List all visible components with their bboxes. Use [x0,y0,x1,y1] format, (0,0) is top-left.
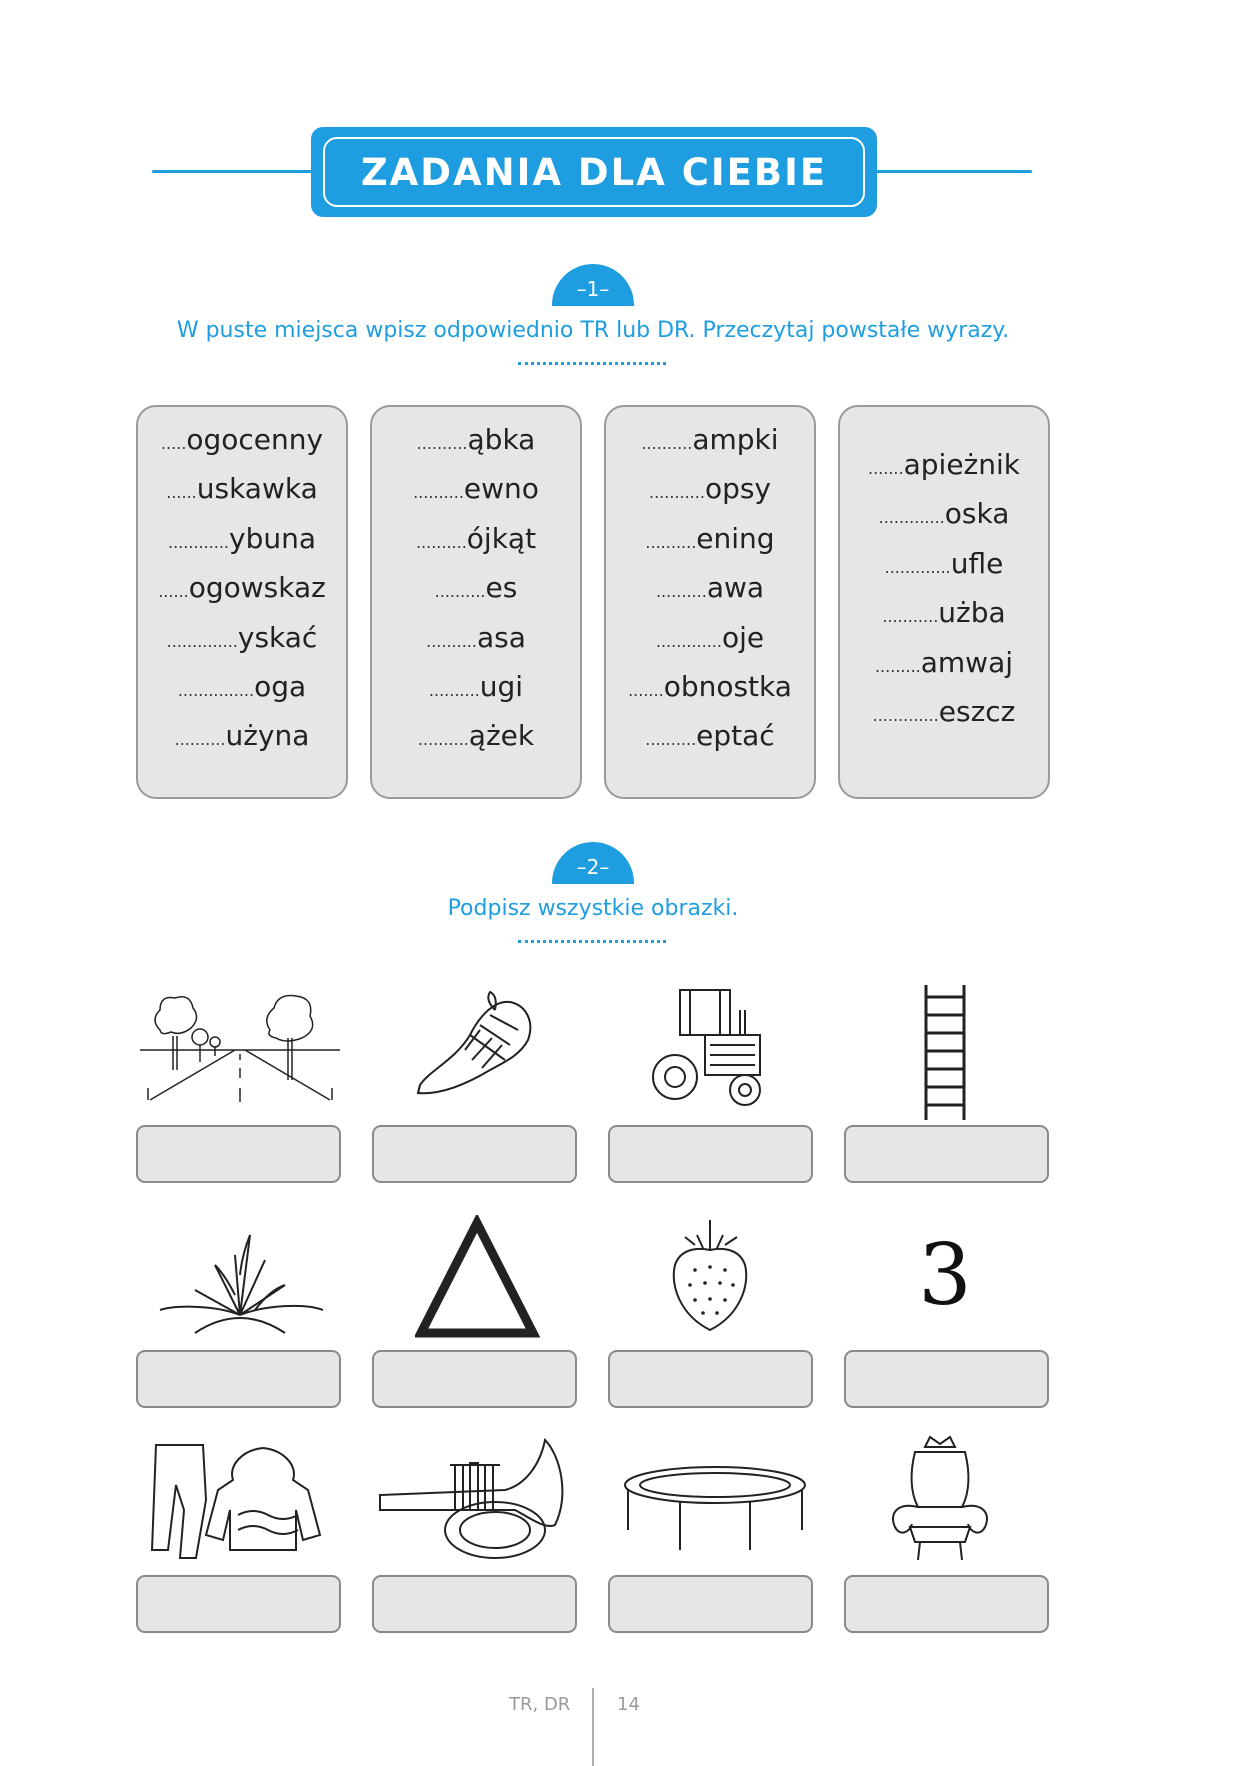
blank-field[interactable]: .......... [413,483,464,503]
blank-field[interactable]: .......... [417,730,469,750]
word-item[interactable] [606,613,814,662]
shoe-icon [410,990,540,1105]
word-fragment: amwaj [920,645,1014,679]
clothes-icon [148,1440,328,1565]
road-icon [140,990,340,1115]
word-fragment: awa [706,571,765,605]
grass-icon [155,1215,325,1340]
word-fragment: ampki [692,423,779,456]
page-title: ZADANIA DLA CIEBIE [360,151,828,194]
word-fragment: oje [721,620,765,654]
throne-icon [880,1432,1000,1562]
answer-box[interactable] [136,1575,341,1633]
word-fragment: asa [476,620,526,654]
blank-field[interactable]: ............. [872,705,939,725]
blank-field[interactable]: .......... [434,582,486,602]
number-three-icon: 3 [918,1226,972,1324]
answer-box[interactable] [844,1575,1049,1633]
word-list-4 [840,440,1048,736]
blank-field[interactable]: ........... [648,483,705,503]
word-item[interactable] [840,489,1048,538]
blank-field[interactable]: .............. [166,631,238,651]
word-item[interactable] [606,464,814,513]
task-1-instruction: W puste miejsca wpisz odpowiednio TR lub DR. Przeczytaj powstałe wyrazy. [176,318,1010,343]
word-item[interactable] [138,415,346,464]
word-box-3 [604,405,816,799]
banner-line-left [152,170,312,173]
trumpet-icon [375,1435,570,1565]
footer-section: TR, DR [509,1694,571,1715]
word-item[interactable] [138,711,346,760]
word-fragment: ążek [468,719,535,753]
word-fragment: użyna [225,719,310,753]
blank-field[interactable]: ....... [868,459,904,478]
footer-divider [592,1688,594,1766]
word-list-3 [606,415,814,761]
word-fragment: ogocenny [186,423,324,456]
word-fragment: ufle [950,546,1004,580]
word-fragment: ogowskaz [188,571,326,605]
answer-box[interactable] [844,1125,1049,1183]
word-fragment: ąbka [467,423,536,456]
answer-box[interactable] [136,1350,341,1408]
word-fragment: es [485,571,518,605]
answer-box[interactable] [372,1575,577,1633]
word-item[interactable] [606,711,814,760]
task-2-instruction: Podpisz wszystkie obrazki. [447,896,739,921]
word-item[interactable] [606,662,814,711]
trampoline-icon [620,1460,810,1555]
word-fragment: eptać [696,719,775,753]
task-1-dots [518,362,666,365]
blank-field[interactable]: ............. [884,557,951,577]
blank-field[interactable]: .......... [641,434,693,453]
task-2-number: –2– [552,842,634,884]
answer-box[interactable] [372,1125,577,1183]
word-item[interactable] [840,440,1048,489]
word-fragment: ójkąt [466,521,537,555]
word-fragment: ugi [479,669,524,703]
word-item[interactable] [138,563,346,612]
blank-field[interactable]: ............. [655,631,722,651]
banner-line-right [876,170,1032,173]
word-item[interactable] [840,687,1048,736]
answer-box[interactable] [136,1125,341,1183]
word-fragment: obnostka [663,669,792,703]
blank-field[interactable]: ............ [167,532,230,552]
word-item[interactable] [138,514,346,563]
word-fragment: yskać [237,620,318,654]
blank-field[interactable]: ..... [160,434,187,453]
word-item[interactable] [372,514,580,563]
word-fragment: oga [254,669,307,703]
word-list-1 [138,415,346,761]
triangle-icon [415,1215,540,1340]
word-item[interactable] [138,662,346,711]
word-fragment: uskawka [196,472,318,506]
word-item[interactable] [372,711,580,760]
word-box-2 [370,405,582,799]
blank-field[interactable]: .......... [426,631,477,651]
word-list-2 [372,415,580,761]
blank-field[interactable]: .......... [645,532,697,552]
word-item[interactable] [138,464,346,513]
blank-field[interactable]: ...... [166,483,197,503]
word-box-4 [838,405,1050,799]
word-fragment: ybuna [229,521,317,555]
word-item[interactable] [606,514,814,563]
word-fragment: ewno [463,472,539,506]
answer-box[interactable] [608,1125,813,1183]
word-box-1 [136,405,348,799]
word-item[interactable] [372,662,580,711]
word-item[interactable] [372,613,580,662]
blank-field[interactable]: .......... [645,730,697,750]
blank-field[interactable]: ...... [158,582,189,602]
word-item[interactable] [840,588,1048,637]
word-item[interactable] [606,563,814,612]
answer-box[interactable] [372,1350,577,1408]
answer-box[interactable] [844,1350,1049,1408]
blank-field[interactable]: ............... [177,680,255,700]
word-item[interactable] [606,415,814,464]
ladder-icon [920,985,970,1120]
word-item[interactable] [372,563,580,612]
blank-field[interactable]: ............. [878,508,945,528]
word-fragment: użba [938,596,1006,630]
word-item[interactable] [372,464,580,513]
blank-field[interactable]: .......... [428,680,480,700]
blank-field[interactable]: .......... [415,532,467,552]
blank-field[interactable]: ......... [874,656,921,676]
strawberry-icon [665,1215,755,1335]
blank-field[interactable]: ....... [628,680,664,700]
tractor-icon [650,985,775,1110]
word-item[interactable] [138,613,346,662]
task-1-number: –1– [552,264,634,306]
title-banner [311,127,877,217]
word-fragment: oska [944,497,1010,531]
word-fragment: eszcz [938,694,1016,728]
word-item[interactable] [840,638,1048,687]
word-item[interactable] [840,539,1048,588]
page-number: 14 [617,1694,640,1715]
blank-field[interactable]: .......... [655,582,707,602]
blank-field[interactable]: .......... [174,730,226,750]
blank-field[interactable]: .......... [416,434,468,453]
blank-field[interactable]: ........... [882,607,939,627]
word-fragment: opsy [704,472,771,506]
answer-box[interactable] [608,1575,813,1633]
word-fragment: ening [696,521,775,555]
word-fragment: apieżnik [903,448,1020,481]
answer-box[interactable] [608,1350,813,1408]
word-item[interactable] [372,415,580,464]
task-2-dots [518,940,666,943]
